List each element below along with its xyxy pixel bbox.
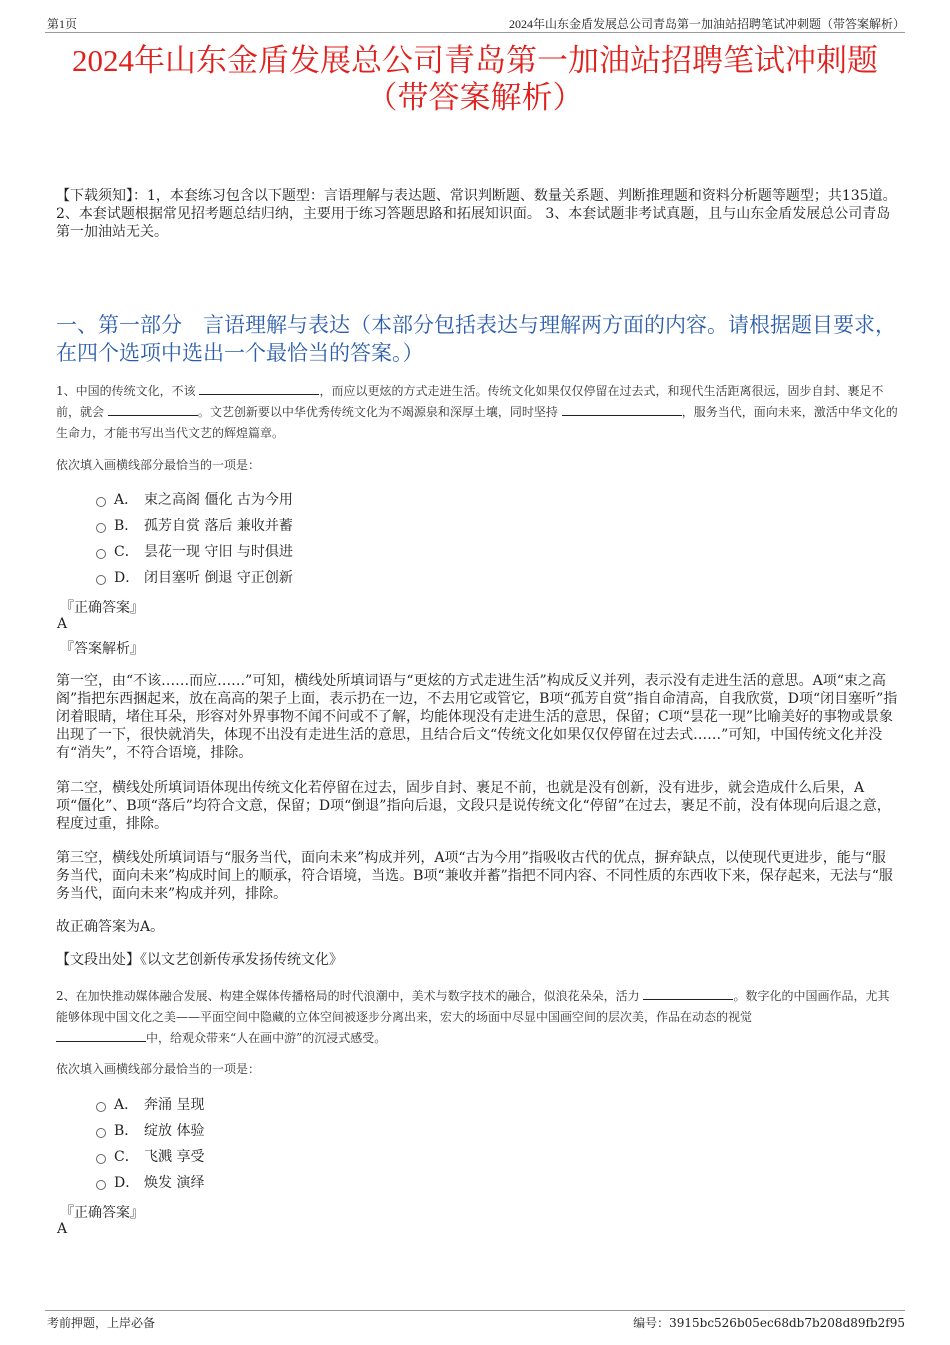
radio-icon[interactable]	[96, 1154, 106, 1164]
q1-option-d[interactable]: D． 闭目塞听 倒退 守正创新	[96, 568, 293, 588]
question-2-prompt: 依次填入画横线部分最恰当的一项是：	[56, 1062, 261, 1076]
correct-answer-label: 『正确答案』	[60, 600, 144, 616]
analysis-paragraph: 第三空，横线处所填词语与“服务当代，面向未来”构成并列，A项“古为今用”指吸收古代的优点，摒弃缺点，以使现代更进步，能与“服务当代，面向未来”构成时间上的顺承，符合语境，当选。B项“兼收并蓄”指把不同内容、不同性质的东西收下来，保存起来，无法与“服务当代，面向未来”构成并列，排除。	[56, 850, 893, 902]
header-divider	[45, 32, 905, 33]
analysis-label: 『答案解析』	[60, 641, 144, 657]
blank-1	[643, 987, 733, 1000]
radio-icon[interactable]	[96, 575, 106, 585]
q2-option-a[interactable]: A． 奔涌 呈现	[96, 1095, 204, 1115]
running-header-title: 2024年山东金盾发展总公司青岛第一加油站招聘笔试冲刺题（带答案解析）	[508, 17, 905, 31]
section-heading: 一、第一部分 言语理解与表达（本部分包括表达与理解两方面的内容。请根据题目要求，在四个选项中选出一个最恰当的答案。）	[56, 313, 896, 365]
footer-divider	[45, 1310, 905, 1311]
question-1-prompt: 依次填入画横线部分最恰当的一项是：	[56, 458, 261, 472]
blank-2	[108, 403, 198, 416]
analysis-conclusion: 故正确答案为A。	[56, 919, 165, 935]
blank-3	[562, 403, 682, 416]
question-1-stem: 1、中国的传统文化，不该 ，而应以更炫的方式走进生活。传统文化如果仅仅停留在过去式，和现代生活距离很远，固步自封、裹足不前，就会 。文艺创新要以中华优秀传统文化为不竭源泉和深厚土壤，同时坚持 ，服务当代，面向未来，激活中华文化的生命力，才能书写出当代文艺的辉煌篇章。	[56, 384, 898, 440]
radio-icon[interactable]	[96, 1128, 106, 1138]
radio-icon[interactable]	[96, 497, 106, 507]
radio-icon[interactable]	[96, 1180, 106, 1190]
download-notice: 【下载须知】：1，本套练习包含以下题型：言语理解与表达题、常识判断题、数量关系题、判断推理题和资料分析题等题型；共135道。 2、本套试题根据常见招考题总结归纳，主要用于练习答题思路和拓展知识面。 3、本套试题非考试真题，且与山东金盾发展总公司青岛第一加油站无关。	[56, 188, 897, 240]
blank-2	[56, 1029, 146, 1042]
radio-icon[interactable]	[96, 549, 106, 559]
doc-subtitle: （带答案解析）	[366, 80, 584, 115]
radio-icon[interactable]	[96, 523, 106, 533]
q1-option-a[interactable]: A． 束之高阁 僵化 古为今用	[96, 490, 293, 510]
q2-option-c[interactable]: C． 飞溅 享受	[96, 1147, 204, 1167]
source-citation: 【文段出处】《以文艺创新传承发扬传统文化》	[56, 952, 343, 968]
q1-option-c[interactable]: C． 昙花一现 守旧 与时俱进	[96, 542, 293, 562]
correct-answer: A	[57, 1221, 68, 1237]
correct-answer: A	[57, 616, 68, 632]
question-2-stem: 2、在加快推动媒体融合发展、构建全媒体传播格局的时代浪潮中，美术与数字技术的融合，似浪花朵朵，活力 。数字化的中国画作品，尤其能够体现中国文化之美——平面空间中隐藏的立体空间被逐步分离出来，宏大的场面中尽显中国画空间的层次美，作品在动态的视觉 中，给观众带来“人在画中游”的沉浸式感受。	[56, 989, 890, 1045]
correct-answer-label: 『正确答案』	[60, 1205, 144, 1221]
page-number: 第1页	[47, 17, 78, 31]
analysis-paragraph: 第一空，由“不该……而应……”可知，横线处所填词语与“更炫的方式走进生活”构成反义并列，表示没有走进生活的意思。A项“束之高阁”指把东西捆起来，放在高高的架子上面，表示扔在一边，不去用它或管它，B项“孤芳自赏”指自命清高，自我欣赏，D项“闭目塞听”指闭着眼睛，堵住耳朵，形容对外界事物不闻不问或不了解，均能体现没有走进生活的意思，保留；C项“昙花一现”比喻美好的事物或景象出现了一下，很快就消失，体现不出没有走进生活的意思，且结合后文“传统文化如果仅仅停留在过去式……”可知，中国传统文化并没有“消失”，不符合语境，排除。	[56, 673, 898, 761]
doc-title: 2024年山东金盾发展总公司青岛第一加油站招聘笔试冲刺题	[72, 43, 878, 78]
document-id: 编号：3915bc526b05ec68db7b208d89fb2f95	[633, 1316, 905, 1330]
analysis-paragraph: 第二空，横线处所填词语体现出传统文化若停留在过去，固步自封、裹足不前，也就是没有创新，没有进步，就会造成什么后果，A项“僵化”、B项“落后”均符合文意，保留；D项“倒退”指向后退，文段只是说传统文化“停留”在过去，裹足不前，没有体现向后退之意，程度过重，排除。	[56, 780, 891, 832]
blank-1	[199, 382, 319, 395]
q2-option-d[interactable]: D． 焕发 演绎	[96, 1173, 204, 1193]
radio-icon[interactable]	[96, 1102, 106, 1112]
q2-option-b[interactable]: B． 绽放 体验	[96, 1121, 204, 1141]
footer-slogan: 考前押题，上岸必备	[47, 1316, 156, 1330]
q1-option-b[interactable]: B． 孤芳自赏 落后 兼收并蓄	[96, 516, 293, 536]
